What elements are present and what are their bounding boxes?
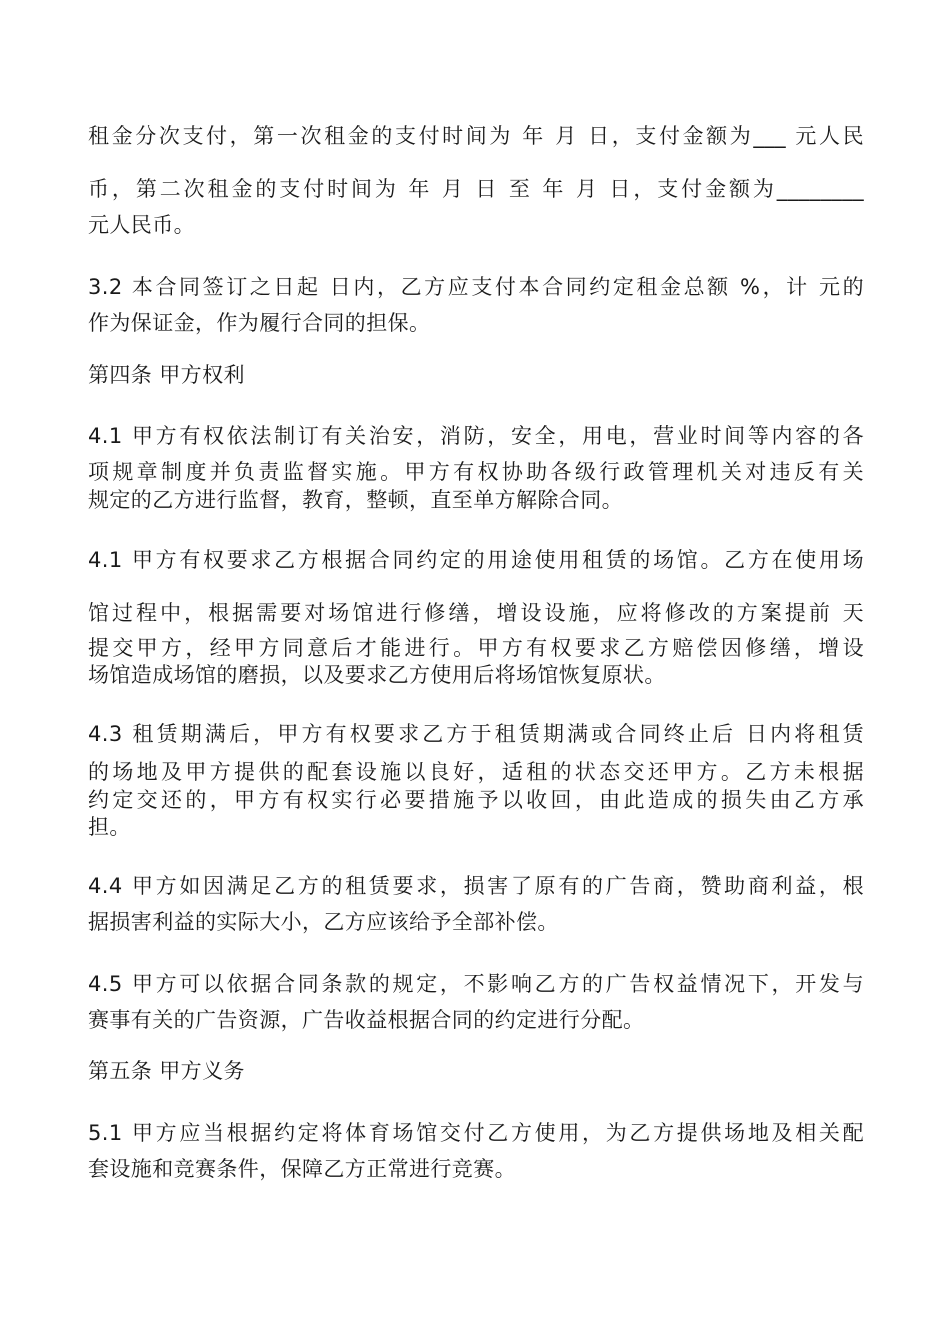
- text-line: 4.3 租赁期满后，甲方有权要求乙方于租赁期满或合同终止后 日内将租赁: [88, 722, 864, 746]
- text-line: 规定的乙方进行监督，教育，整顿，直至单方解除合同。: [88, 488, 623, 512]
- text-line: 馆过程中，根据需要对场馆进行修缮，增设设施，应将修改的方案提前 天: [88, 601, 864, 625]
- text-line: 5.1 甲方应当根据约定将体育场馆交付乙方使用，为乙方提供场地及相关配: [88, 1121, 864, 1145]
- heading-article-5: 第五条 甲方义务: [88, 1059, 245, 1083]
- text-line: 租金分次支付，第一次租金的支付时间为 年 月 日，支付金额为___ 元人民: [88, 124, 864, 148]
- text-line: 3.2 本合同签订之日起 日内，乙方应支付本合同约定租金总额 %，计 元的: [88, 275, 864, 299]
- text-line: 4.1 甲方有权依法制订有关治安，消防，安全，用电，营业时间等内容的各: [88, 424, 864, 448]
- text-line: 约定交还的，甲方有权实行必要措施予以收回，由此造成的损失由乙方承: [88, 788, 864, 812]
- text-line: 套设施和竞赛条件，保障乙方正常进行竞赛。: [88, 1157, 516, 1181]
- text-line: 担。: [88, 815, 131, 839]
- text-line: 场馆造成场馆的磨损，以及要求乙方使用后将场馆恢复原状。: [88, 663, 666, 687]
- text-line: 4.1 甲方有权要求乙方根据合同约定的用途使用租赁的场馆。乙方在使用场: [88, 548, 864, 572]
- text-line: 币，第二次租金的支付时间为 年 月 日 至 年 月 日，支付金额为________: [88, 177, 864, 201]
- text-line: 4.5 甲方可以依据合同条款的规定，不影响乙方的广告权益情况下，开发与: [88, 972, 864, 996]
- text-line: 项规章制度并负责监督实施。甲方有权协助各级行政管理机关对违反有关: [88, 460, 864, 484]
- text-line: 赛事有关的广告资源，广告收益根据合同的约定进行分配。: [88, 1008, 645, 1032]
- document-page: [88, 0, 864, 1344]
- heading-article-4: 第四条 甲方权利: [88, 363, 245, 387]
- text-line: 作为保证金，作为履行合同的担保。: [88, 311, 431, 335]
- text-line: 的场地及甲方提供的配套设施以良好，适租的状态交还甲方。乙方未根据: [88, 760, 864, 784]
- text-line: 元人民币。: [88, 213, 195, 237]
- text-line: 据损害利益的实际大小，乙方应该给予全部补偿。: [88, 910, 559, 934]
- text-line: 4.4 甲方如因满足乙方的租赁要求，损害了原有的广告商，赞助商利益，根: [88, 874, 864, 898]
- text-line: 提交甲方，经甲方同意后才能进行。甲方有权要求乙方赔偿因修缮，增设: [88, 636, 864, 660]
